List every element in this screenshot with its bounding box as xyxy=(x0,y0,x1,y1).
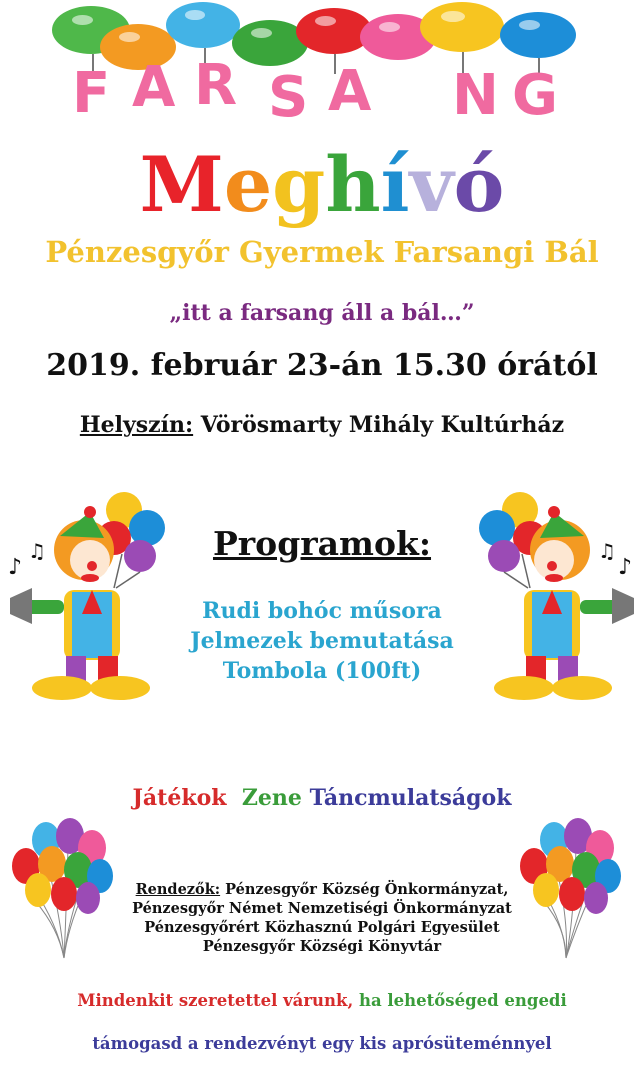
welcome-part-2: ha lehetőséged engedi xyxy=(358,991,567,1010)
welcome-line xyxy=(0,988,644,1014)
organizer-line: Pénzesgyőr Német Nemzetiségi Önkormányzat xyxy=(132,900,512,917)
title-letter: í xyxy=(380,140,410,229)
support-line: támogasd a rendezvényt egy kis aprósüteménnyel xyxy=(92,1034,552,1053)
title-letter: ó xyxy=(453,140,505,229)
location-value: Vörösmarty Mihály Kultúrház xyxy=(200,412,565,438)
organizer-line: Pénzesgyőr Községi Könyvtár xyxy=(202,938,442,955)
balloon-yellow-icon xyxy=(420,2,504,52)
title-letter: g xyxy=(272,140,326,229)
header-letter: R xyxy=(194,53,238,118)
title-letter: h xyxy=(325,140,381,229)
svg-text:♪: ♪ xyxy=(8,555,23,580)
title-letter: e xyxy=(223,140,273,229)
invitation-title xyxy=(0,140,644,230)
location-label: Helyszín: xyxy=(79,412,194,438)
organizers-label: Rendezők: xyxy=(135,881,221,898)
header-letter: F xyxy=(72,61,111,126)
event-date: 2019. február 23-án 15.30 órától xyxy=(46,348,598,383)
header-letter: A xyxy=(328,59,372,124)
svg-text:♫: ♫ xyxy=(598,539,616,563)
program-item: Jelmezek bemutatása xyxy=(190,628,454,654)
activity-games: Játékok xyxy=(132,785,227,811)
activity-music: Zene xyxy=(241,785,302,811)
program-item: Rudi bohóc műsora xyxy=(202,598,442,624)
balloon-blue-icon xyxy=(500,12,576,58)
farsang-header-banner xyxy=(0,0,644,130)
organizers-block xyxy=(0,880,644,956)
header-letter: G xyxy=(512,63,558,128)
organizer-line: Pénzesgyőr Község Önkormányzat, xyxy=(225,881,509,898)
activities-line xyxy=(0,783,644,813)
program-item: Tombola (100ft) xyxy=(222,658,422,684)
title-letter: v xyxy=(409,140,454,229)
balloon-blue-icon xyxy=(166,2,240,48)
programs-list xyxy=(0,596,644,686)
welcome-part-1: Mindenkit szeretettel várunk, xyxy=(77,991,354,1010)
organizer-line: Pénzesgyőrért Közhasznú Polgári Egyesület xyxy=(144,919,500,936)
title-letter: M xyxy=(139,140,224,229)
event-subtitle: Pénzesgyőr Gyermek Farsangi Bál xyxy=(45,235,599,269)
event-quote: „itt a farsang áll a bál…” xyxy=(169,300,475,326)
activity-dancing: Táncmulatságok xyxy=(309,785,512,811)
svg-text:♪: ♪ xyxy=(618,555,633,580)
header-letter: S xyxy=(268,65,309,130)
header-letter: N xyxy=(452,63,499,128)
event-location xyxy=(0,410,644,440)
programs-heading: Programok: xyxy=(212,524,432,563)
svg-text:♫: ♫ xyxy=(28,539,46,563)
header-letter: A xyxy=(132,55,176,120)
